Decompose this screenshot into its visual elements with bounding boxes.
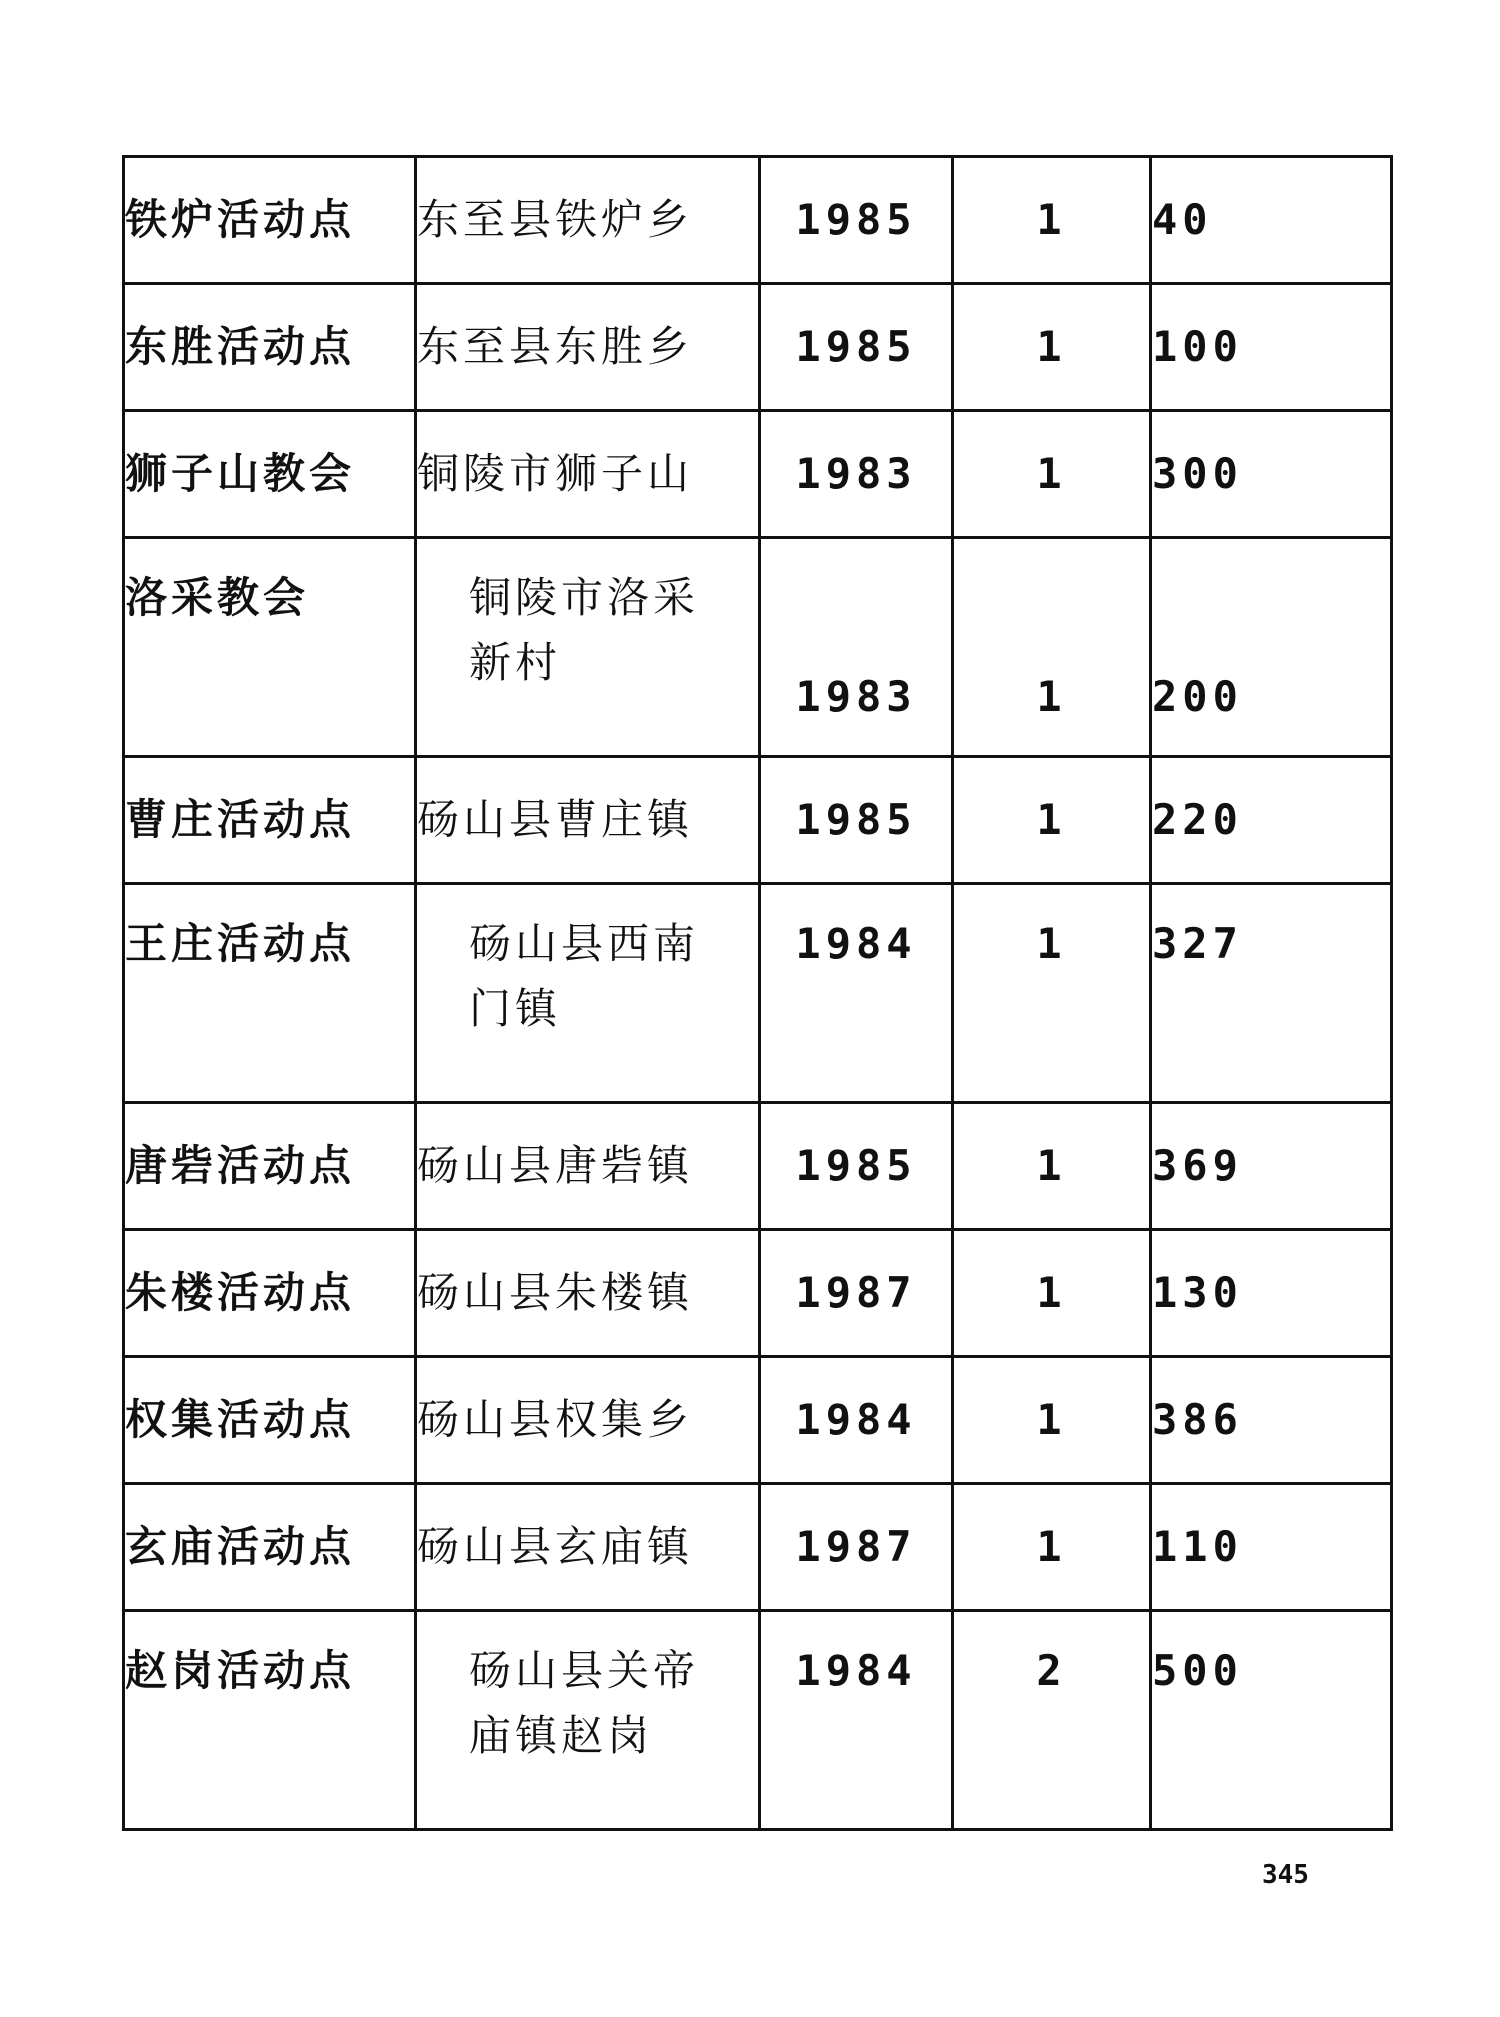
location-cell: 东至县东胜乡 — [416, 284, 760, 411]
count-cell: 1 — [953, 157, 1151, 284]
count-cell: 1 — [953, 757, 1151, 884]
location-cell: 铜陵市洛采新村 — [416, 538, 760, 757]
site-name-cell: 曹庄活动点 — [124, 757, 416, 884]
count-cell: 1 — [953, 284, 1151, 411]
table-row — [124, 1103, 1392, 1230]
table-row — [124, 538, 1392, 757]
location-cell: 砀山县曹庄镇 — [416, 757, 760, 884]
site-name-cell: 铁炉活动点 — [124, 157, 416, 284]
people-cell: 40 — [1151, 157, 1392, 284]
people-cell: 386 — [1151, 1357, 1392, 1484]
people-cell: 300 — [1151, 411, 1392, 538]
table-row — [124, 1611, 1392, 1830]
site-name-cell: 东胜活动点 — [124, 284, 416, 411]
year-cell: 1983 — [760, 411, 953, 538]
location-cell: 砀山县唐砦镇 — [416, 1103, 760, 1230]
people-cell: 500 — [1151, 1611, 1392, 1830]
table-row — [124, 1230, 1392, 1357]
site-name-cell: 玄庙活动点 — [124, 1484, 416, 1611]
count-cell: 1 — [953, 538, 1151, 757]
people-cell: 200 — [1151, 538, 1392, 757]
site-name-cell: 唐砦活动点 — [124, 1103, 416, 1230]
site-name-cell: 权集活动点 — [124, 1357, 416, 1484]
people-cell: 130 — [1151, 1230, 1392, 1357]
table-row — [124, 757, 1392, 884]
year-cell: 1984 — [760, 1357, 953, 1484]
table-row — [124, 157, 1392, 284]
page-number: 345 — [1262, 1860, 1309, 1890]
year-cell: 1985 — [760, 1103, 953, 1230]
count-cell: 1 — [953, 1103, 1151, 1230]
table-row — [124, 1484, 1392, 1611]
people-cell: 327 — [1151, 884, 1392, 1103]
table-row — [124, 284, 1392, 411]
site-name-cell: 狮子山教会 — [124, 411, 416, 538]
count-cell: 2 — [953, 1611, 1151, 1830]
year-cell: 1985 — [760, 157, 953, 284]
table-row — [124, 1357, 1392, 1484]
year-cell: 1984 — [760, 884, 953, 1103]
year-cell: 1987 — [760, 1484, 953, 1611]
count-cell: 1 — [953, 411, 1151, 538]
year-cell: 1985 — [760, 757, 953, 884]
people-cell: 100 — [1151, 284, 1392, 411]
site-name-cell: 王庄活动点 — [124, 884, 416, 1103]
count-cell: 1 — [953, 884, 1151, 1103]
year-cell: 1987 — [760, 1230, 953, 1357]
location-cell: 砀山县朱楼镇 — [416, 1230, 760, 1357]
people-cell: 369 — [1151, 1103, 1392, 1230]
location-cell: 砀山县关帝庙镇赵岗 — [416, 1611, 760, 1830]
site-name-cell: 朱楼活动点 — [124, 1230, 416, 1357]
site-name-cell: 洛采教会 — [124, 538, 416, 757]
year-cell: 1985 — [760, 284, 953, 411]
site-name-cell: 赵岗活动点 — [124, 1611, 416, 1830]
location-cell: 东至县铁炉乡 — [416, 157, 760, 284]
count-cell: 1 — [953, 1484, 1151, 1611]
location-cell: 砀山县西南门镇 — [416, 884, 760, 1103]
count-cell: 1 — [953, 1230, 1151, 1357]
people-cell: 110 — [1151, 1484, 1392, 1611]
count-cell: 1 — [953, 1357, 1151, 1484]
year-cell: 1983 — [760, 538, 953, 757]
church-record-table — [122, 155, 1393, 1831]
location-cell: 砀山县玄庙镇 — [416, 1484, 760, 1611]
location-cell: 砀山县权集乡 — [416, 1357, 760, 1484]
year-cell: 1984 — [760, 1611, 953, 1830]
table-row — [124, 884, 1392, 1103]
people-cell: 220 — [1151, 757, 1392, 884]
table-row — [124, 411, 1392, 538]
location-cell: 铜陵市狮子山 — [416, 411, 760, 538]
